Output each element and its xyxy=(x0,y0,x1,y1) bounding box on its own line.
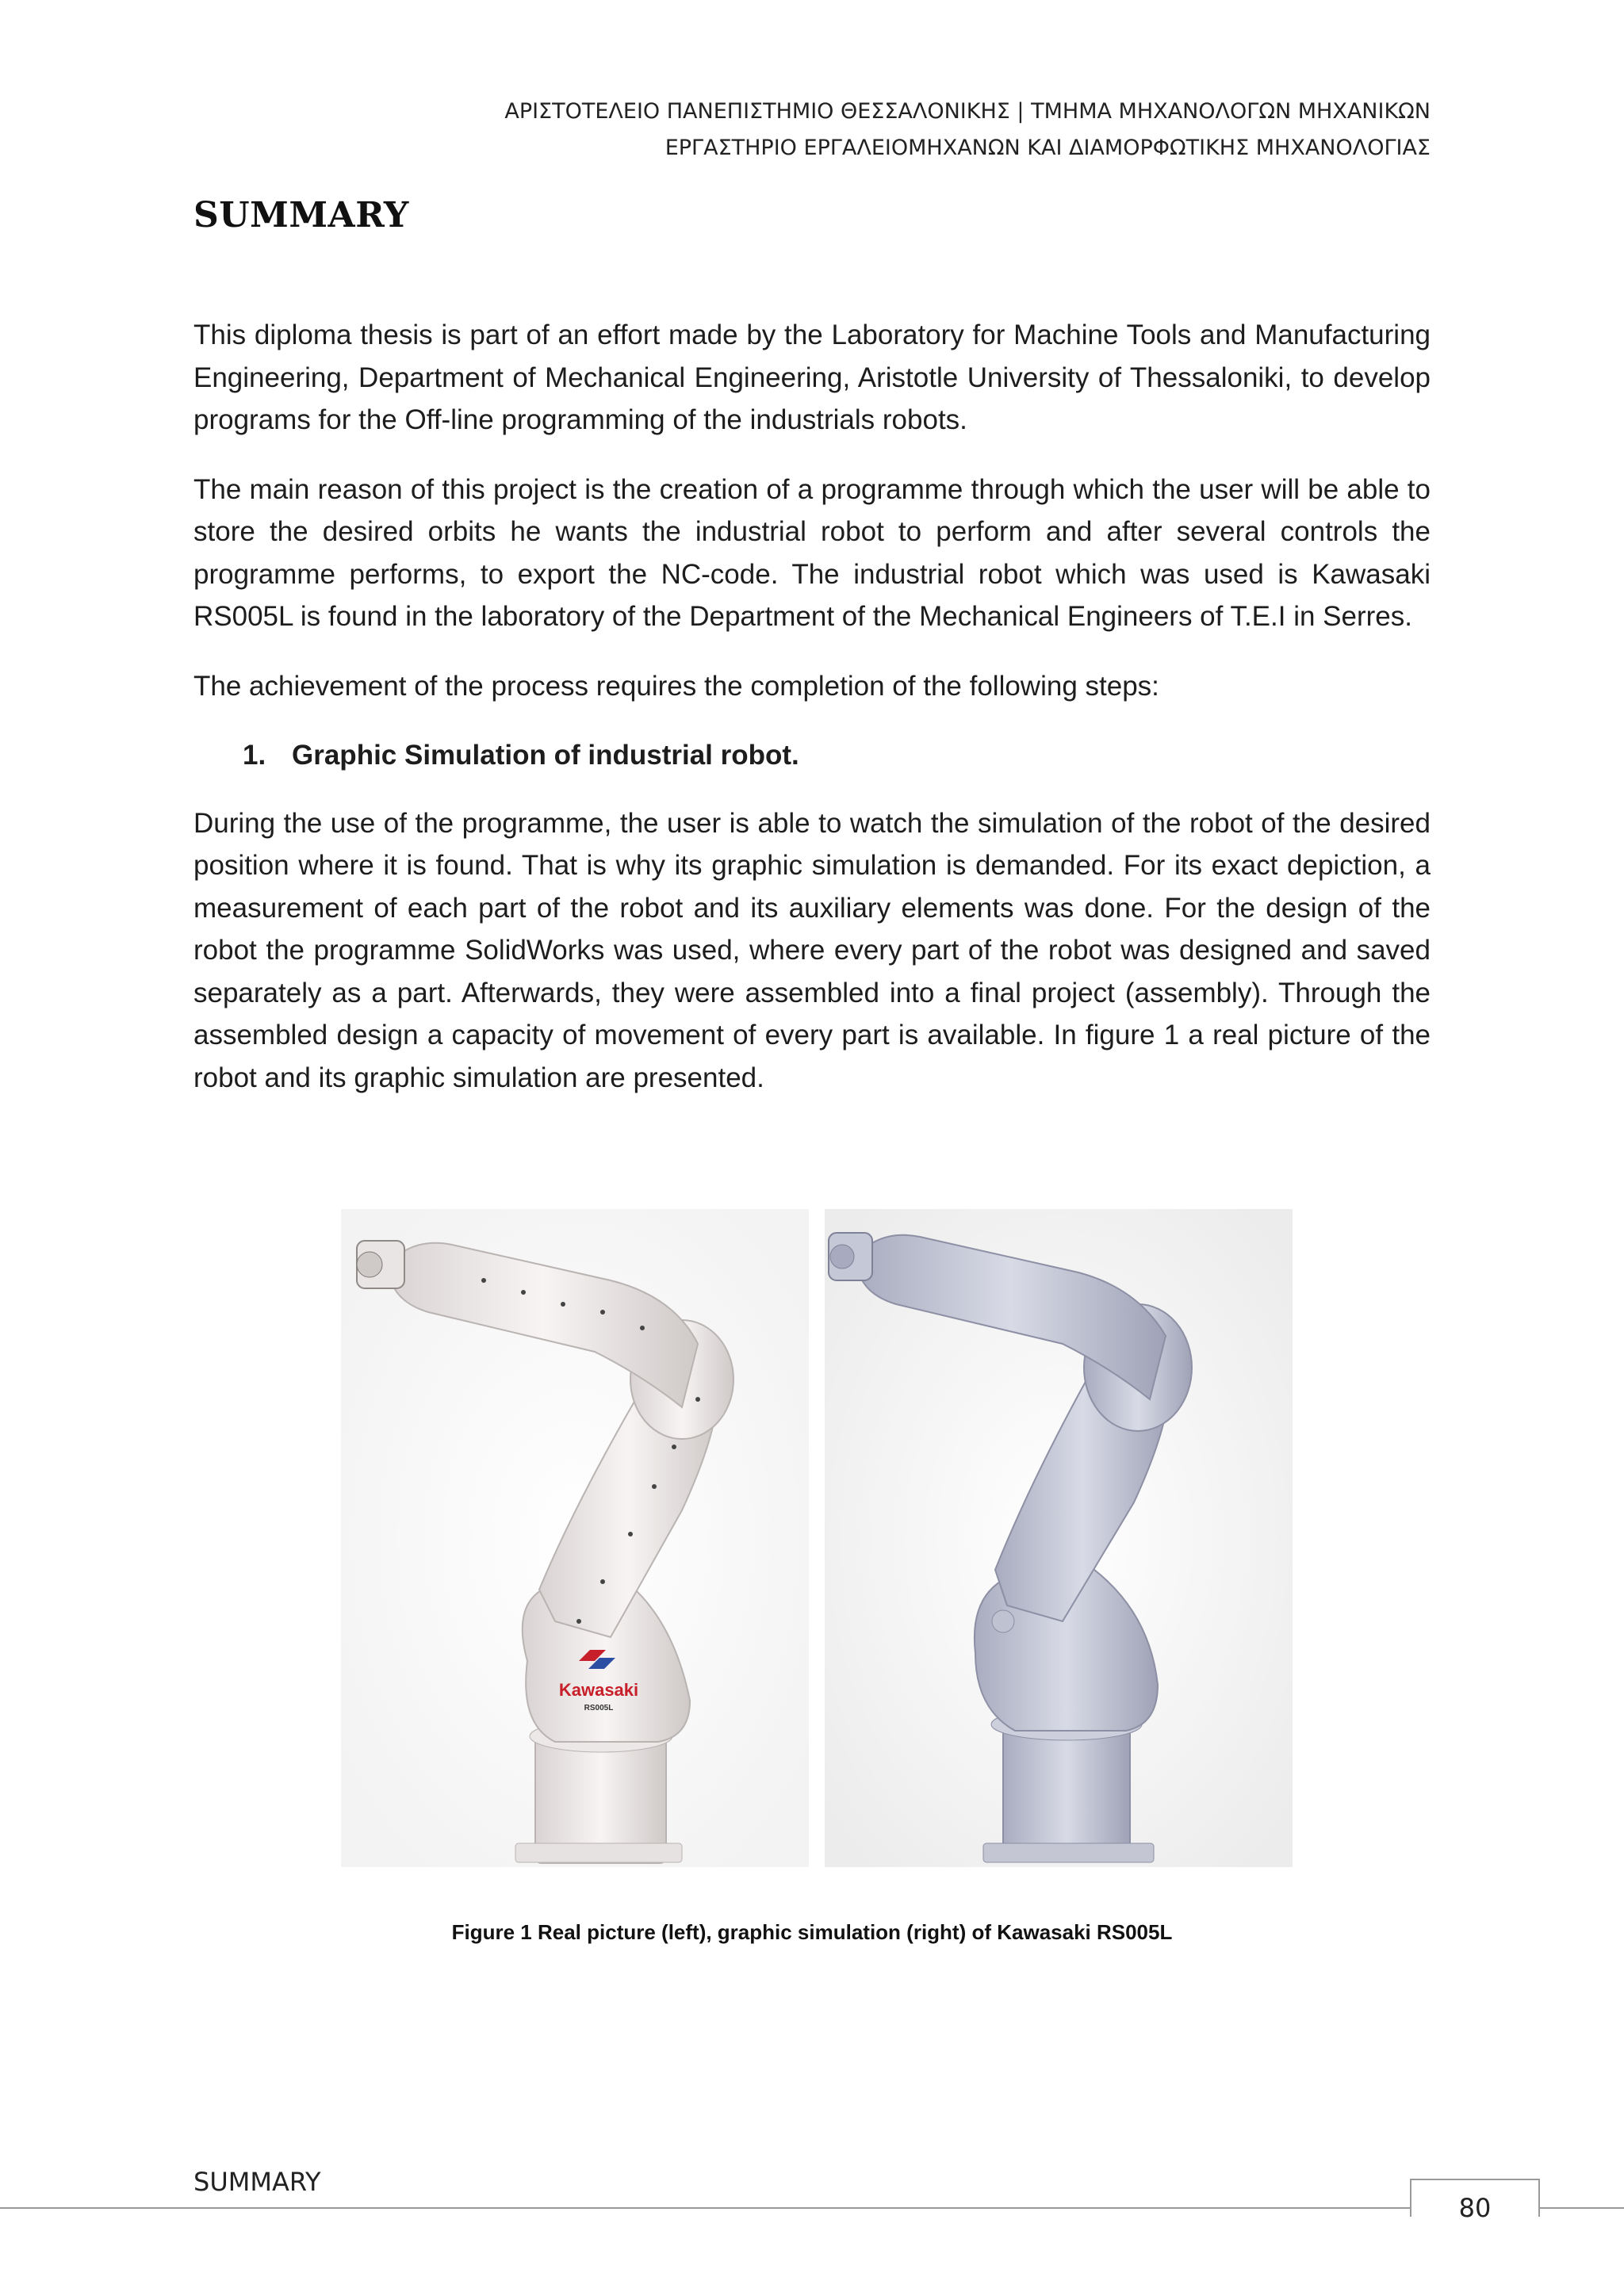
step-number: 1. xyxy=(243,740,266,771)
robot-simulation-image xyxy=(825,1209,1293,1867)
robot-photo-image xyxy=(341,1209,809,1867)
page-header xyxy=(504,94,1431,166)
figure-robot-comparison xyxy=(341,1209,1293,1867)
step-title: Graphic Simulation of industrial robot. xyxy=(292,740,799,771)
kawasaki-logo-text: Kawasaki xyxy=(558,1680,639,1700)
paragraph-main-reason: The main reason of this project is the creation of a programme through which the user will be able to store the desired orbits he wants the industrial robot to perform and after several controls the programme performs, to export the NC-code. The industrial robot which was used is Kawasaki RS005L is found in the laboratory of the Department of the Mechanical Engineers of T.E.I in Serres. xyxy=(193,473,1431,632)
step-heading xyxy=(243,734,1431,777)
page-title: SUMMARY xyxy=(193,195,409,235)
paragraph-simulation: During the use of the programme, the user is able to watch the simulation of the robot of the desired position where it is found. That is why its graphic simulation is demanded. For its exact depiction, a measurement of each part of the robot and its auxiliary elements was done. For the design of the robot the programme SolidWorks was used, where every part of the robot was designed and saved separately as a part. Afterwards, they were assembled into a final project (assembly). Through the assembled design a capacity of movement of every part is available. In figure 1 a real picture of the robot and its graphic simulation are presented. xyxy=(193,807,1431,1093)
header-lab-line: ΕΡΓΑΣΤΗΡΙΟ ΕΡΓΑΛΕΙΟΜΗΧΑΝΩΝ ΚΑΙ ΔΙΑΜΟΡΦΩΤΙΚΗΣ ΜΗΧΑΝΟΛΟΓΙΑΣ xyxy=(665,136,1431,160)
body-text xyxy=(193,314,1431,1126)
footer-divider-right xyxy=(1538,2207,1624,2209)
footer-section-label: SUMMARY xyxy=(193,2167,321,2197)
kawasaki-model-text: RS005L xyxy=(584,1704,614,1712)
footer-divider xyxy=(0,2207,1410,2209)
figure-caption: Figure 1 Real picture (left), graphic simulation (right) of Kawasaki RS005L xyxy=(451,1920,1173,1944)
page-number: 80 xyxy=(1410,2179,1540,2217)
paragraph-steps-intro: The achievement of the process requires the completion of the following steps: xyxy=(193,670,1159,702)
header-university-line: ΑΡΙΣΤΟΤΕΛΕΙΟ ΠΑΝΕΠΙΣΤΗΜΙΟ ΘΕΣΣΑΛΟΝΙΚΗΣ | ΤΜΗΜΑ ΜΗΧΑΝΟΛΟΓΩΝ ΜΗΧΑΝΙΚΩΝ xyxy=(504,99,1431,124)
paragraph-intro: This diploma thesis is part of an effort made by the Laboratory for Machine Tools and Manufacturing Engineering, Department of Mechanical Engineering, Aristotle University of Thessaloniki, to develop programs for the Off-line programming of the industrials robots. xyxy=(193,320,1431,435)
